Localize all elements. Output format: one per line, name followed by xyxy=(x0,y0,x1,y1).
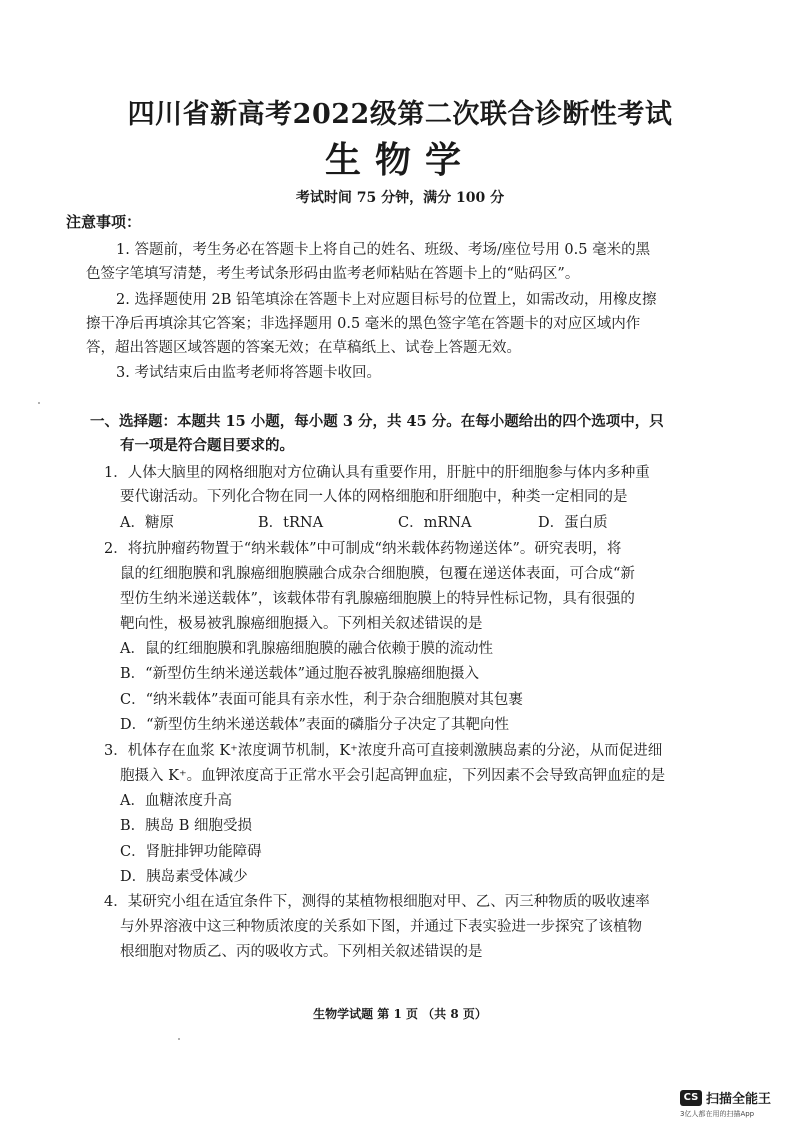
question-2-option-a: A．鼠的红细胞膜和乳腺癌细胞膜的融合依赖于膜的流动性 xyxy=(120,641,493,657)
question-1-stem: 1．人体大脑里的网格细胞对方位确认具有重要作用，肝脏中的肝细胞参与体内多种重 xyxy=(104,465,650,481)
exam-time-info: 考试时间 75 分钟，满分 100 分 xyxy=(295,190,505,206)
subject-title: 生物学 xyxy=(324,139,475,181)
notes-line: 擦干净后再填涂其它答案；非选择题用 0.5 毫米的黑色签字笔在答题卡的对应区域内作 xyxy=(86,316,641,332)
question-2-option-d: D．“新型仿生纳米递送载体”表面的磷脂分子决定了其靶向性 xyxy=(120,717,509,733)
question-2-stem: 2．将抗肿瘤药物置于“纳米载体”中可制成“纳米载体药物递送体”。研究表明，将 xyxy=(104,541,622,557)
question-1-option-c: C．mRNA xyxy=(398,515,472,531)
notes-line: 3. 考试结束后由监考老师将答题卡收回。 xyxy=(116,365,381,381)
question-1-option-a: A．糖原 xyxy=(120,515,174,531)
question-4-stem: 与外界溶液中这三种物质浓度的关系如下图，并通过下表实验进一步探究了该植物 xyxy=(120,919,642,935)
scanner-logo-icon: CS xyxy=(680,1090,702,1106)
question-2-option-c: C．“纳米载体”表面可能具有亲水性，利于杂合细胞膜对其包裹 xyxy=(120,692,523,708)
scan-speck xyxy=(178,1038,180,1040)
question-1-option-b: B．tRNA xyxy=(258,515,324,531)
section-heading-cont: 有一项是符合题目要求的。 xyxy=(120,437,294,454)
question-3-option-c: C．肾脏排钾功能障碍 xyxy=(120,844,262,860)
question-2-stem: 鼠的红细胞膜和乳腺癌细胞膜融合成杂合细胞膜，包覆在递送体表面，可合成“新 xyxy=(120,566,635,582)
question-2-option-b: B．“新型仿生纳米递送载体”通过胞吞被乳腺癌细胞摄入 xyxy=(120,666,479,682)
question-3-option-d: D．胰岛素受体减少 xyxy=(120,869,248,885)
page-footer: 生物学试题 第 1 页 （共 8 页） xyxy=(313,1007,487,1021)
scanner-app-name: 扫描全能王 xyxy=(706,1092,772,1107)
question-2-stem: 型仿生纳米递送载体”，该载体带有乳腺癌细胞膜上的特异性标记物，具有很强的 xyxy=(120,591,635,607)
scanner-tagline: 3亿人都在用的扫描App xyxy=(680,1110,755,1118)
question-1-option-d: D．蛋白质 xyxy=(538,515,608,531)
exam-title: 四川省新高考2022级第二次联合诊断性考试 xyxy=(127,99,673,130)
question-4-stem: 根细胞对物质乙、丙的吸收方式。下列相关叙述错误的是 xyxy=(120,944,483,960)
question-1-stem: 要代谢活动。下列化合物在同一人体的网格细胞和肝细胞中，种类一定相同的是 xyxy=(120,489,628,505)
section-heading: 一、选择题：本题共 15 小题，每小题 3 分，共 45 分。在每小题给出的四个选项中，只 xyxy=(90,413,664,430)
question-3-option-a: A．血糖浓度升高 xyxy=(120,793,232,809)
scan-speck xyxy=(38,402,40,404)
question-3-option-b: B．胰岛 B 细胞受损 xyxy=(120,818,253,834)
notes-line: 答，超出答题区域答题的答案无效；在草稿纸上、试卷上答题无效。 xyxy=(86,340,521,356)
notes-line: 2. 选择题使用 2B 铅笔填涂在答题卡上对应题目标号的位置上，如需改动，用橡皮擦 xyxy=(116,292,657,308)
notes-heading: 注意事项： xyxy=(66,213,142,231)
notes-line: 色签字笔填写清楚，考生考试条形码由监考老师粘贴在答题卡上的“贴码区”。 xyxy=(86,266,580,282)
question-3-stem: 3．机体存在血浆 K⁺浓度调节机制，K⁺浓度升高可直接刺激胰岛素的分泌，从而促进细 xyxy=(104,743,663,759)
question-2-stem: 靶向性，极易被乳腺癌细胞摄入。下列相关叙述错误的是 xyxy=(120,616,483,632)
question-4-stem: 4．某研究小组在适宜条件下，测得的某植物根细胞对甲、乙、丙三种物质的吸收速率 xyxy=(104,894,650,910)
notes-line: 1. 答题前，考生务必在答题卡上将自己的姓名、班级、考场/座位号用 0.5 毫米的黑 xyxy=(116,242,651,258)
question-3-stem: 胞摄入 K⁺。血钾浓度高于正常水平会引起高钾血症，下列因素不会导致高钾血症的是 xyxy=(120,768,666,784)
scanner-watermark xyxy=(680,1088,788,1119)
